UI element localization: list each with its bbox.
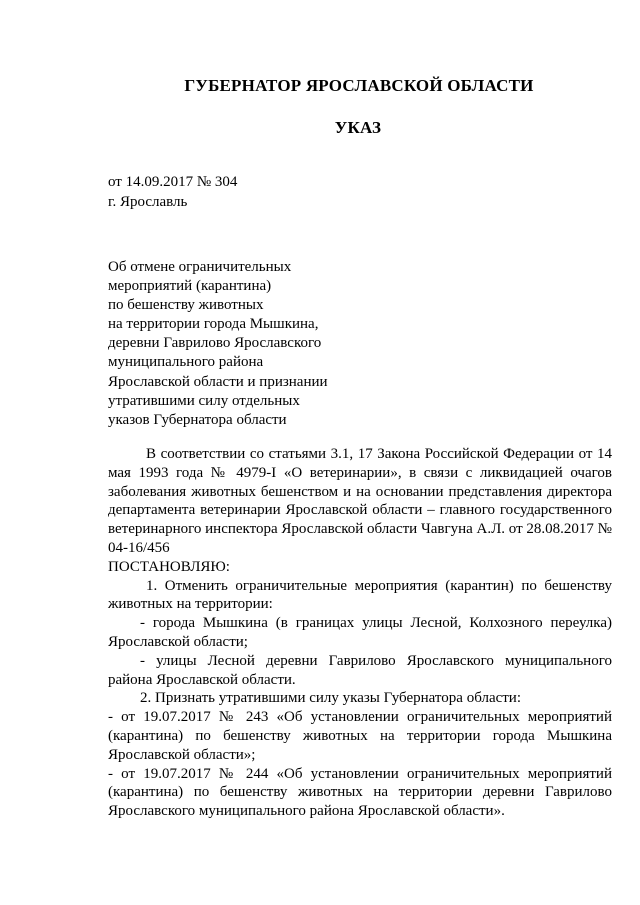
document-meta bbox=[108, 172, 237, 212]
document-body bbox=[108, 445, 612, 821]
item-2-subitem-a: - от 19.07.2017 № 243 «Об установлении ограничительных мероприятий (карантина) по бешенству животных на территории города Мышкина Ярославской области»; bbox=[108, 709, 612, 763]
subject-line: указов Губернатора области bbox=[108, 411, 287, 428]
subject-line: деревни Гаврилово Ярославского bbox=[108, 335, 322, 352]
date-and-number: от 14.09.2017 № 304 bbox=[108, 174, 238, 190]
decree-word: ПОСТАНОВЛЯЮ: bbox=[108, 558, 230, 575]
place-of-issue: г. Ярославль bbox=[108, 194, 188, 210]
item-1-paragraph: 1. Отменить ограничительные мероприятия (карантин) по бешенству животных на территории: bbox=[108, 577, 612, 613]
preamble-paragraph: В соответствии со статьями 3.1, 17 Закона Российской Федерации от 14 мая 1993 года № 4979-I «О ветеринарии», в связи с ликвидацией очагов заболевания животных бешенством и на основании представления директора департамента ветеринарии Ярославской области – главного государственного ветеринарного инспектора Ярославской области Чавгуна А.Л. от 28.08.2017 № 04-16/456 bbox=[108, 446, 612, 556]
document-type-heading: УКАЗ bbox=[334, 118, 382, 137]
subject-line: Об отмене ограничительных bbox=[108, 259, 292, 275]
subject-line: Ярославской области и признании bbox=[108, 373, 328, 390]
item-1-subitem-a: - города Мышкина (в границах улицы Лесной, Колхозного переулка) Ярославской области; bbox=[108, 615, 612, 650]
item-2-paragraph: 2. Признать утратившими силу указы Губернатора области: bbox=[140, 690, 522, 707]
subject-line: на территории города Мышкина, bbox=[108, 316, 319, 333]
subject-line: утратившими силу отдельных bbox=[108, 392, 300, 409]
subject-line: по бешенству животных bbox=[108, 297, 264, 314]
subject-line: мероприятий (карантина) bbox=[108, 278, 272, 295]
item-2-subitem-b: - от 19.07.2017 № 244 «Об установлении ограничительных мероприятий (карантина) по бешенству животных на территории деревни Гаврилово Ярославского муниципального района Ярославской области». bbox=[108, 765, 612, 820]
issuing-authority-heading: ГУБЕРНАТОР ЯРОСЛАВСКОЙ ОБЛАСТИ bbox=[184, 76, 534, 95]
document-subject bbox=[108, 258, 328, 430]
item-1-subitem-b: - улицы Лесной деревни Гаврилово Ярославского муниципального района Ярославской области. bbox=[108, 652, 612, 688]
subject-line: муниципального района bbox=[108, 354, 264, 371]
